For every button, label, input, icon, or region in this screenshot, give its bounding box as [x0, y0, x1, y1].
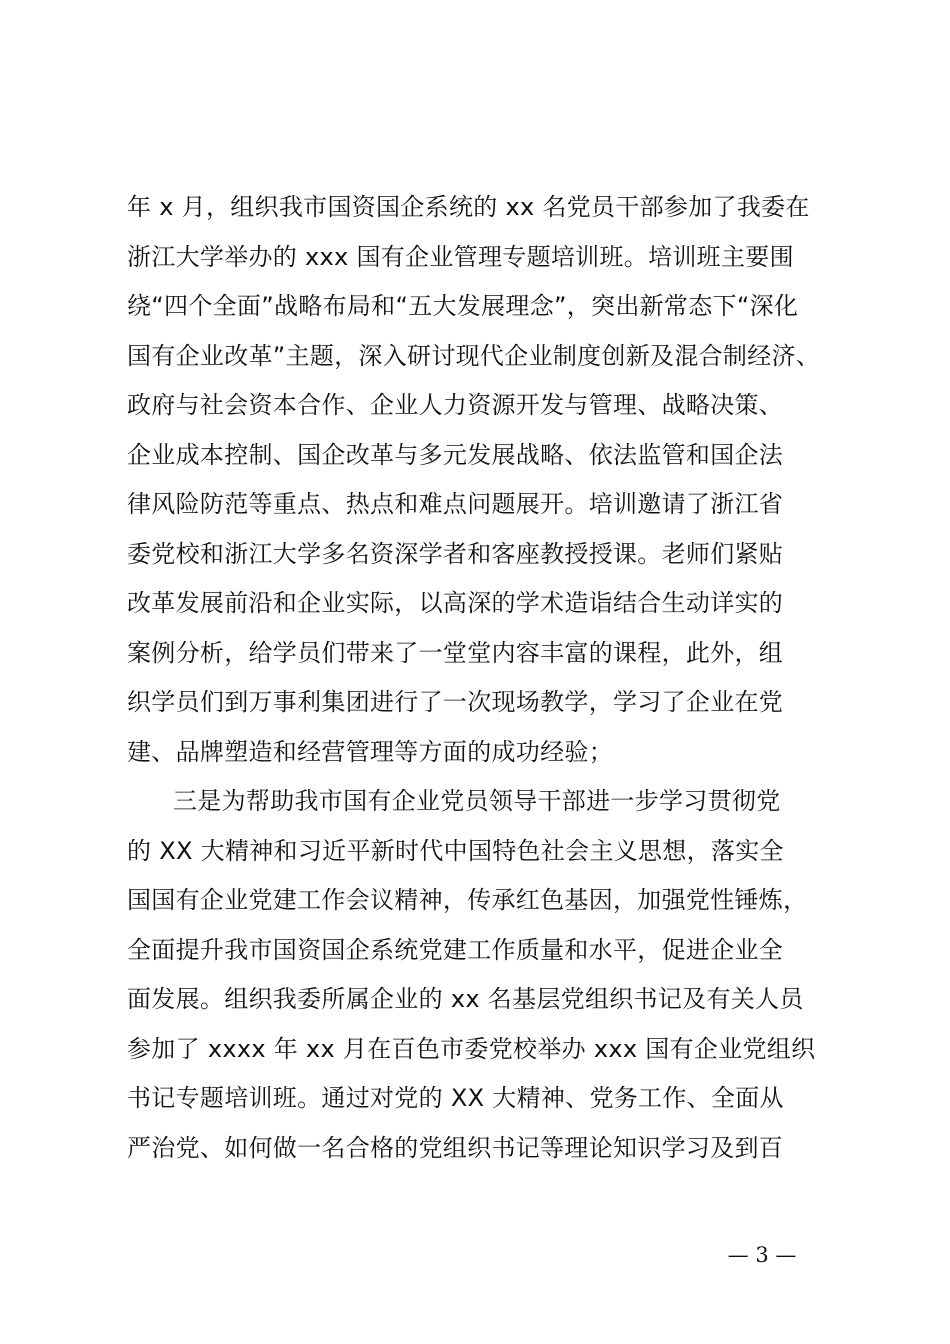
text-line: 严治党、如何做一名合格的党组织书记等理论知识学习及到百 [127, 1133, 784, 1162]
text-line: 参加了 xxxx 年 xx 月在百色市委党校举办 xxx 国有企业党组织 [127, 1034, 816, 1063]
text-line: 政府与社会资本合作、企业人力资源开发与管理、战略决策、 [127, 391, 784, 419]
text-line: 律风险防范等重点、热点和难点问题展开。培训邀请了浙江省 [127, 490, 784, 518]
text-line: 建、品牌塑造和经营管理等方面的成功经验； [127, 737, 613, 766]
paragraph-start-line: 三是为帮助我市国有企业党员领导干部进一步学习贯彻党 [173, 787, 781, 815]
text-line: 改革发展前沿和企业实际，以高深的学术造诣结合生动详实的 [127, 589, 784, 617]
text-line: 全面提升我市国资国企系统党建工作质量和水平，促进企业全 [127, 935, 784, 964]
text-line: 绕“四个全面”战略布局和“五大发展理念”，突出新常态下“深化 [127, 292, 799, 320]
body-text [127, 183, 847, 1173]
page-number: — 3 — [727, 1243, 797, 1267]
text-line: 织学员们到万事利集团进行了一次现场教学，学习了企业在党 [127, 688, 784, 716]
text-line: 的 XX 大精神和习近平新时代中国特色社会主义思想，落实全 [127, 836, 784, 865]
text-line: 国国有企业党建工作会议精神，传承红色基因，加强党性锤炼， [127, 886, 808, 914]
text-line: 国有企业改革”主题，深入研讨现代企业制度创新及混合制经济、 [127, 341, 821, 370]
text-line: 年 x 月，组织我市国资国企系统的 xx 名党员干部参加了我委在 [127, 193, 810, 221]
text-line: 书记专题培训班。通过对党的 XX 大精神、党务工作、全面从 [127, 1084, 784, 1112]
text-line: 委党校和浙江大学多名资深学者和客座教授授课。老师们紧贴 [127, 539, 784, 568]
text-line: 浙江大学举办的 xxx 国有企业管理专题培训班。培训班主要围 [127, 242, 794, 271]
text-line: 面发展。组织我委所属企业的 xx 名基层党组织书记及有关人员 [127, 985, 804, 1013]
text-line: 案例分析，给学员们带来了一堂堂内容丰富的课程，此外，组 [127, 638, 784, 667]
text-line: 企业成本控制、国企改革与多元发展战略、依法监管和国企法 [127, 440, 784, 469]
